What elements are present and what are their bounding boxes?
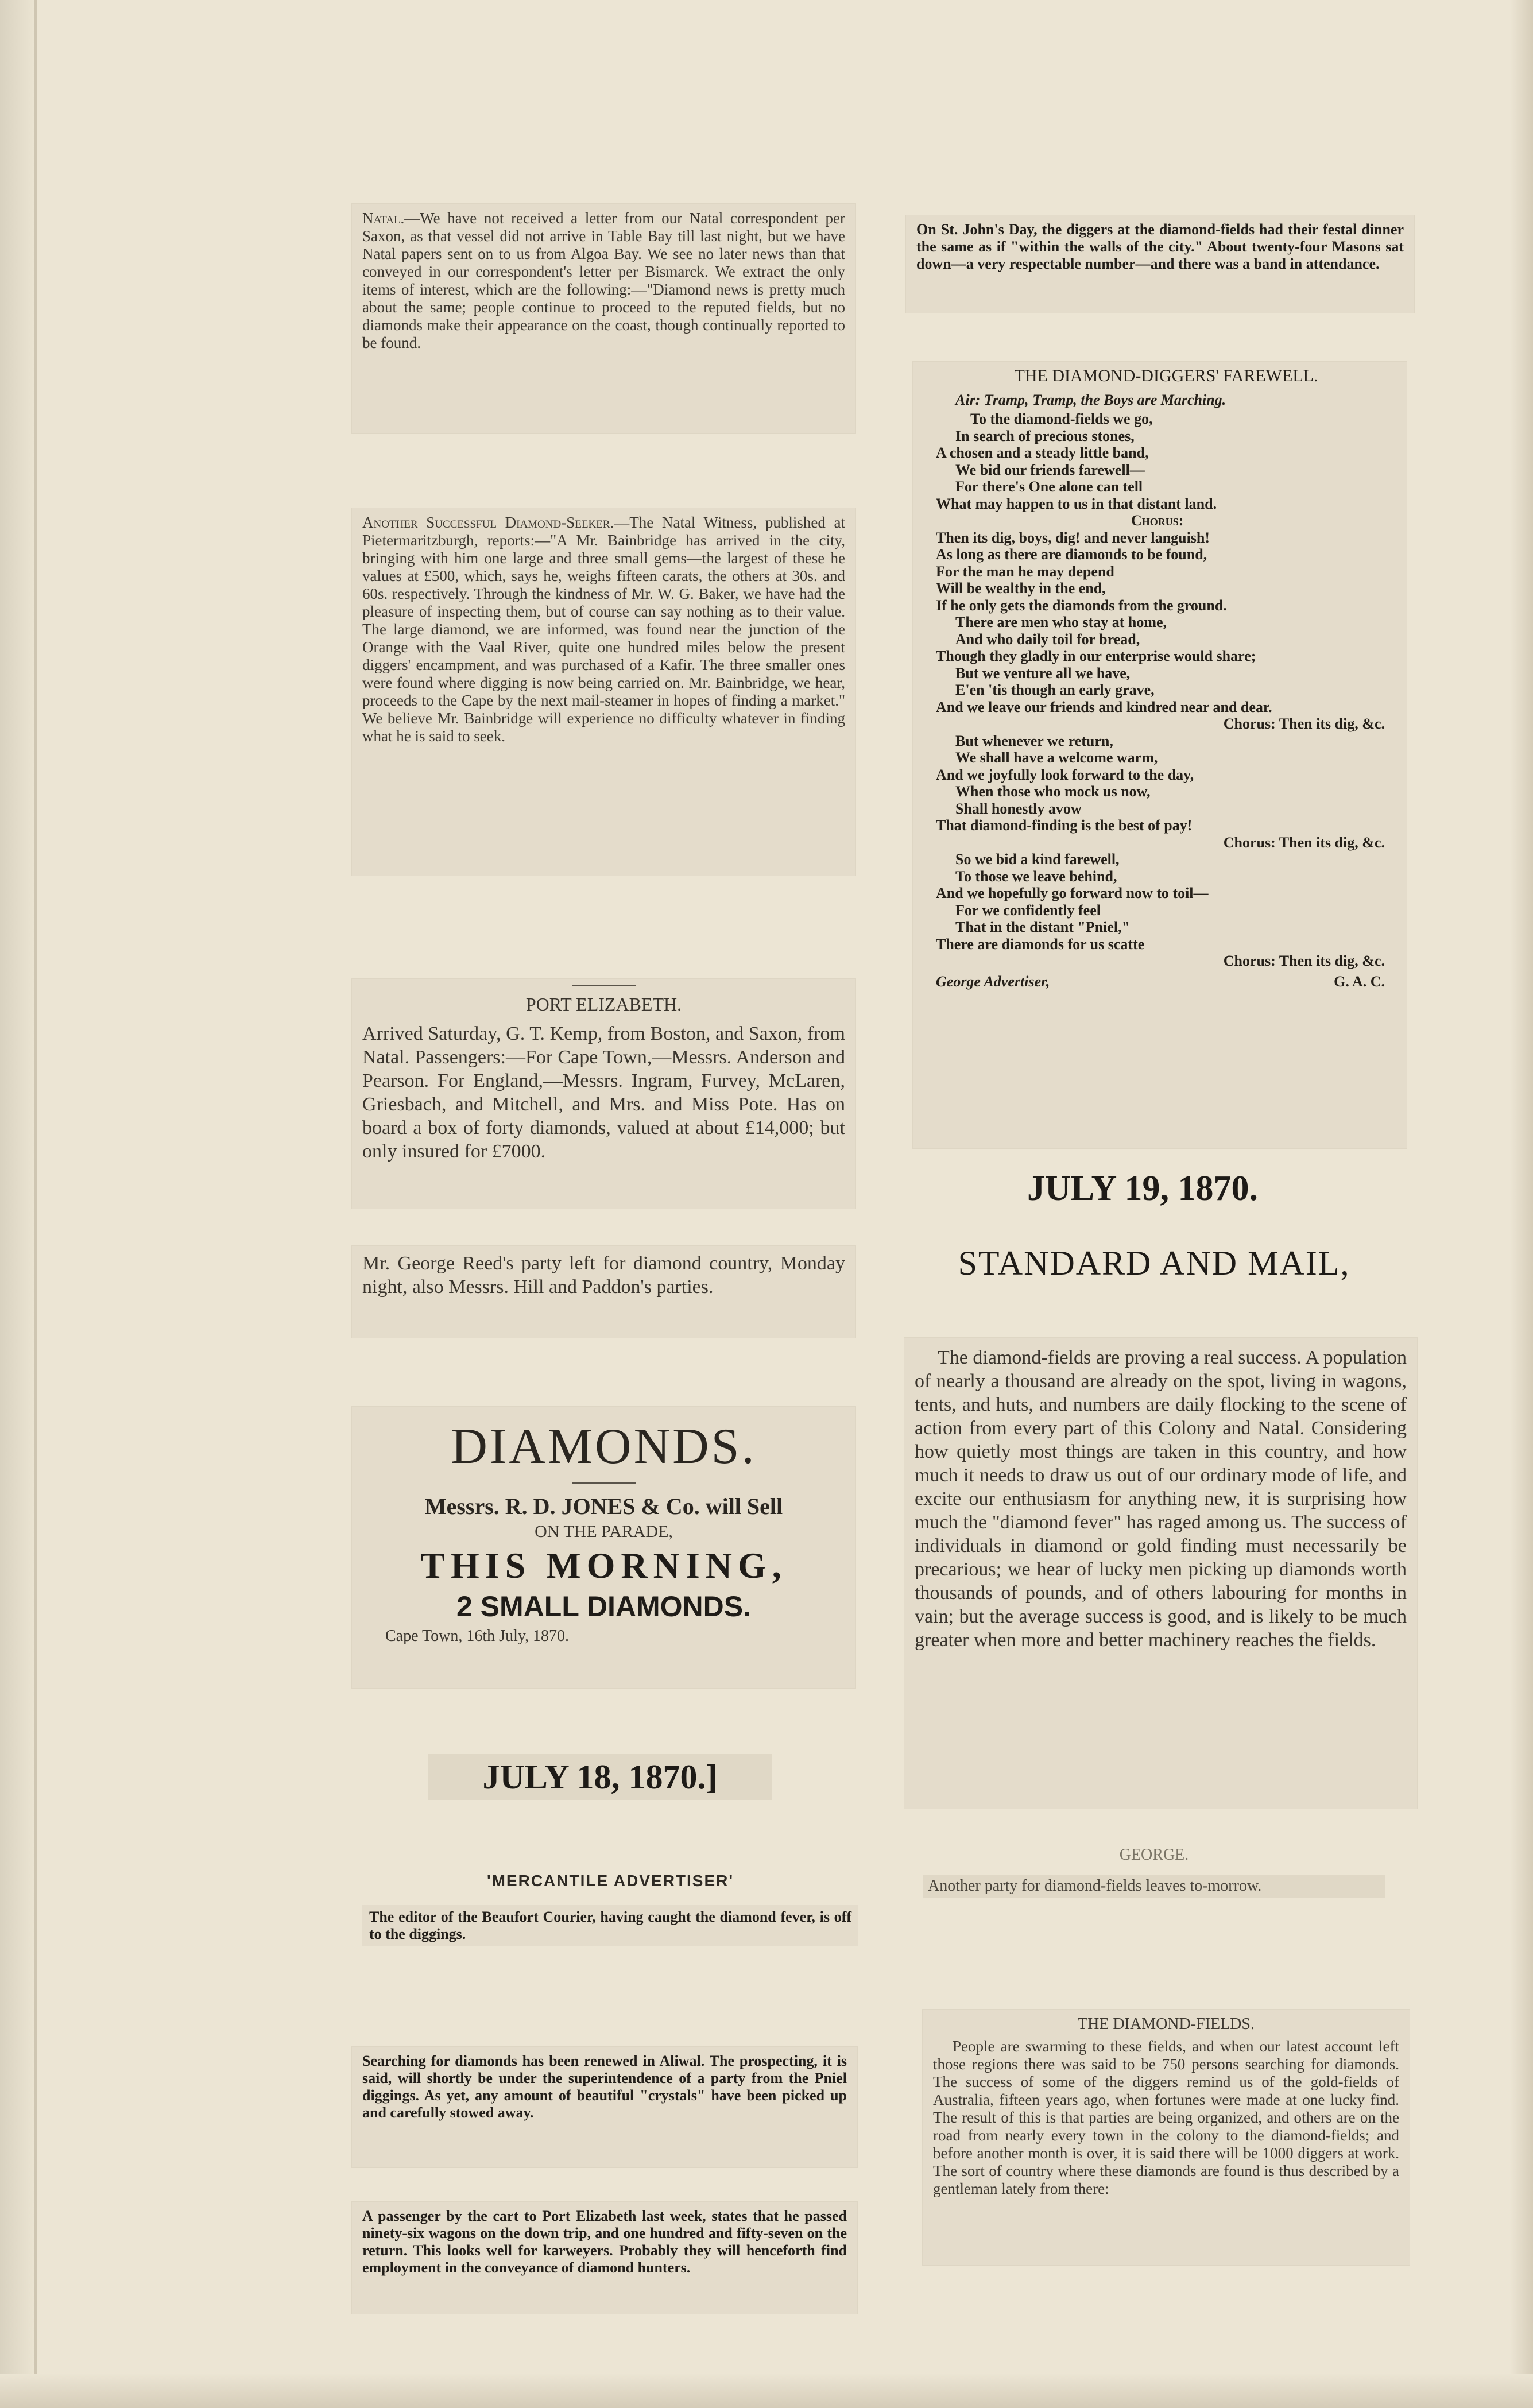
poem-line: What may happen to us in that distant land. (936, 495, 1217, 512)
george-body: Another party for diamond-fields leaves to-morrow. (928, 1877, 1262, 1895)
date-heading-july-18: JULY 18, 1870.] (428, 1754, 772, 1800)
page-left-edge (0, 0, 34, 2408)
clipping-cart (352, 2202, 857, 2314)
poem-line: And we hopefully go forward now to toil— (936, 885, 1209, 901)
poem-line: There are diamonds for us scatte (936, 935, 1145, 953)
poem-line: And we leave our friends and kindred near and dear. (936, 698, 1272, 715)
port-elizabeth-body: Arrived Saturday, G. T. Kemp, from Boston, and Saxon, from Natal. Passengers:—For Cape Town,—Messrs. Anderson and Pearson. For England,—Messrs. Ingram, Furvey, McLaren, Griesbach, and Mitchell, and Mrs. and Miss Pote. Has on board a box of forty diamonds, valued at about £14,000; but only insured for £7000. (362, 1023, 845, 1162)
divider-rule (572, 985, 636, 986)
clipping-farewell-poem (913, 362, 1407, 1148)
poem-line: We shall have a welcome warm, (955, 749, 1158, 766)
poem-line: So we bid a kind farewell, (955, 851, 1120, 868)
clipping-mercantile (352, 1866, 869, 1981)
page-right-edge (1510, 0, 1533, 2408)
farewell-title: THE DIAMOND-DIGGERS' FAREWELL. (1014, 366, 1318, 385)
poem-line: When those who mock us now, (955, 783, 1151, 800)
advert-rule (572, 1482, 636, 1484)
poem-line: And who daily toil for bread, (955, 630, 1140, 648)
farewell-verses (936, 411, 1396, 970)
poem-line: For the man he may depend (936, 563, 1114, 580)
poem-line: For there's One alone can tell (955, 478, 1143, 495)
poem-line: That in the distant "Pniel," (955, 919, 1131, 935)
standard-body: The diamond-fields are proving a real success. A population of nearly a thousand are already on the spot, living in wagons, tents, and huts, and numbers are daily flocking to the scene of action from every part of this Colony and Natal. Considering how quietly most things are taken in this country, and how much it needs to draw us out of our ordinary mode of life, and excite our enthusiasm for anything new, it is surprising how much the "diamond fever" has raged among us. The success of individuals in diamond or gold finding must necessarily be precarious; we hear of lucky men picking up diamonds worth thousands of pounds, and of others labouring for months in vain; but the average success is good, and is likely to be much greater when more and better machinery reaches the fields. (915, 1347, 1407, 1651)
clipping-diamond-fields (923, 2010, 1410, 2265)
advert-seller: Messrs. R. D. JONES & Co. will Sell (424, 1493, 783, 1519)
clipping-natal (352, 204, 855, 433)
clipping-st-john (906, 215, 1414, 313)
clipping-aliwal (352, 2047, 857, 2167)
standard-mail-heading: STANDARD AND MAIL, (958, 1244, 1350, 1282)
clipping-george-reed (352, 1246, 855, 1338)
date-heading-july-19: JULY 19, 1870. (1027, 1169, 1258, 1208)
page-bottom-shadow (0, 2374, 1533, 2408)
clipping-diamond-seeker (352, 508, 855, 876)
advert-place: ON THE PARADE, (535, 1522, 673, 1541)
poem-line: Will be wealthy in the end, (936, 580, 1106, 597)
poem-line: A chosen and a steady little band, (936, 444, 1149, 461)
advert-title: DIAMONDS. (451, 1419, 757, 1474)
farewell-source: George Advertiser, (936, 973, 1050, 990)
page-fold (34, 0, 37, 2408)
poem-line: To the diamond-fields we go, (970, 411, 1153, 427)
advert-dateline: Cape Town, 16th July, 1870. (385, 1627, 570, 1645)
clipping-george (913, 1840, 1395, 1909)
poem-line: Then its dig, boys, dig! and never languish! (936, 529, 1210, 546)
poem-line: Chorus: Then its dig, &c. (1223, 834, 1385, 851)
st-john-body: On St. John's Day, the diggers at the diamond-fields had their festal dinner the same as if "within the walls of the city." About twenty-four Masons sat down—a very respectable number—and there was a band in attendance. (916, 221, 1404, 272)
farewell-air: Air: Tramp, Tramp, the Boys are Marching. (955, 391, 1226, 408)
poem-line: But we venture all we have, (955, 664, 1131, 682)
poem-line: In search of precious stones, (955, 427, 1135, 444)
aliwal-body: Searching for diamonds has been renewed in Aliwal. The prospecting, it is said, will shortly be under the superintendence of a party from the Pniel diggings. As yet, any amount of beautiful "crystals" have been picked up and carefully stowed away. (362, 2053, 847, 2121)
mercantile-body: The editor of the Beaufort Courier, having caught the diamond fever, is off to the diggings. (369, 1908, 851, 1942)
poem-line: That diamond-finding is the best of pay! (936, 817, 1193, 834)
poem-line: If he only gets the diamonds from the ground. (936, 597, 1227, 614)
george-heading: GEORGE. (1119, 1846, 1189, 1864)
poem-line: As long as there are diamonds to be found, (936, 546, 1207, 563)
diamond-seeker-body: —The Natal Witness, published at Pietermaritzburgh, reports:—"A Mr. Bainbridge has arrived in the city, bringing with him one large and three small gems—the largest of these he values at £500, which, says he, weighs fifteen carats, the others at 30s. and 60s. respectively. Through the kindness of Mr. W. G. Baker, we have had the pleasure of inspecting them, but of course can say nothing as to their value. The large diamond, we are informed, was found near the junction of the Orange with the Vaal River, quite one hundred miles below the present diggers' encampment, and was purchased of a Kafir. The three smaller ones were found where digging is now being carried on. Mr. Bainbridge, we hear, proceeds to the Cape by the next mail-steamer in hopes of finding a market." We believe Mr. Bainbridge will experience no difficulty whatever in finding what he is said to seek. (362, 514, 846, 745)
poem-line: Chorus: (1131, 512, 1184, 529)
poem-line: To those we leave behind, (955, 868, 1117, 885)
poem-line: There are men who stay at home, (955, 614, 1167, 630)
advert-when: THIS MORNING, (420, 1545, 787, 1586)
poem-line: But whenever we return, (955, 732, 1113, 749)
poem-line: Chorus: Then its dig, &c. (1223, 715, 1385, 732)
poem-line: We bid our friends farewell— (955, 461, 1145, 478)
poem-line: Chorus: Then its dig, &c. (1223, 953, 1385, 969)
advert-diamonds (352, 1407, 855, 1688)
clipping-standard-body (904, 1338, 1417, 1809)
poem-line: Shall honestly avow (955, 800, 1082, 817)
port-elizabeth-heading: PORT ELIZABETH. (525, 994, 682, 1015)
cart-body: A passenger by the cart to Port Elizabeth last week, states that he passed ninety-six wagons on the down trip, and one hundred and fifty-seven on the return. This looks well for karweyers. Probably they will henceforth find employment in the conveyance of diamond hunters. (362, 2208, 847, 2276)
poem-line: Though they gladly in our enterprise would share; (936, 648, 1256, 664)
diamond-seeker-lead: Another Successful Diamond-Seeker. (362, 514, 614, 531)
clipping-port-elizabeth (352, 979, 855, 1209)
poem-line: E'en 'tis though an early grave, (955, 682, 1155, 698)
natal-lead: Natal. (362, 210, 405, 227)
mercantile-heading: 'MERCANTILE ADVERTISER' (486, 1872, 734, 1890)
poem-line: For we confidently feel (955, 901, 1101, 919)
natal-body: —We have not received a letter from our Natal correspondent per Saxon, as that vessel did not arrive in Table Bay till last night, but we have Natal papers sent on to us from Algoa Bay. We see no later news than that conveyed in our correspondent's letter per Bismarck. We extract the only items of interest, which are the following:—"Diamond news is pretty much about the same; people continue to proceed to the reputed fields, but no diamonds make their appearance on the coast, though continually reported to be found. (362, 210, 845, 351)
diamond-fields-heading: THE DIAMOND-FIELDS. (1078, 2015, 1255, 2033)
poem-line: And we joyfully look forward to the day, (936, 766, 1194, 783)
diamond-fields-body: People are swarming to these fields, and when our latest account left those regions there was said to be 750 persons searching for diamonds. The success of some of the diggers remind us of the gold-fields of Australia, fifteen years ago, when fortunes were made at one lucky find. The result of this is that parties are being organized, and others are on the road from nearly every town in the colony to the diamond-fields; and before another month is over, it is said there will be 1000 diggers at work. The sort of country where these diamonds are found is thus described by a gentleman lately from there: (933, 2038, 1399, 2197)
george-reed-body: Mr. George Reed's party left for diamond country, Monday night, also Messrs. Hill and Paddon's parties. (362, 1253, 845, 1298)
advert-lot: 2 SMALL DIAMONDS. (456, 1590, 751, 1623)
farewell-initials: G. A. C. (1334, 973, 1385, 990)
